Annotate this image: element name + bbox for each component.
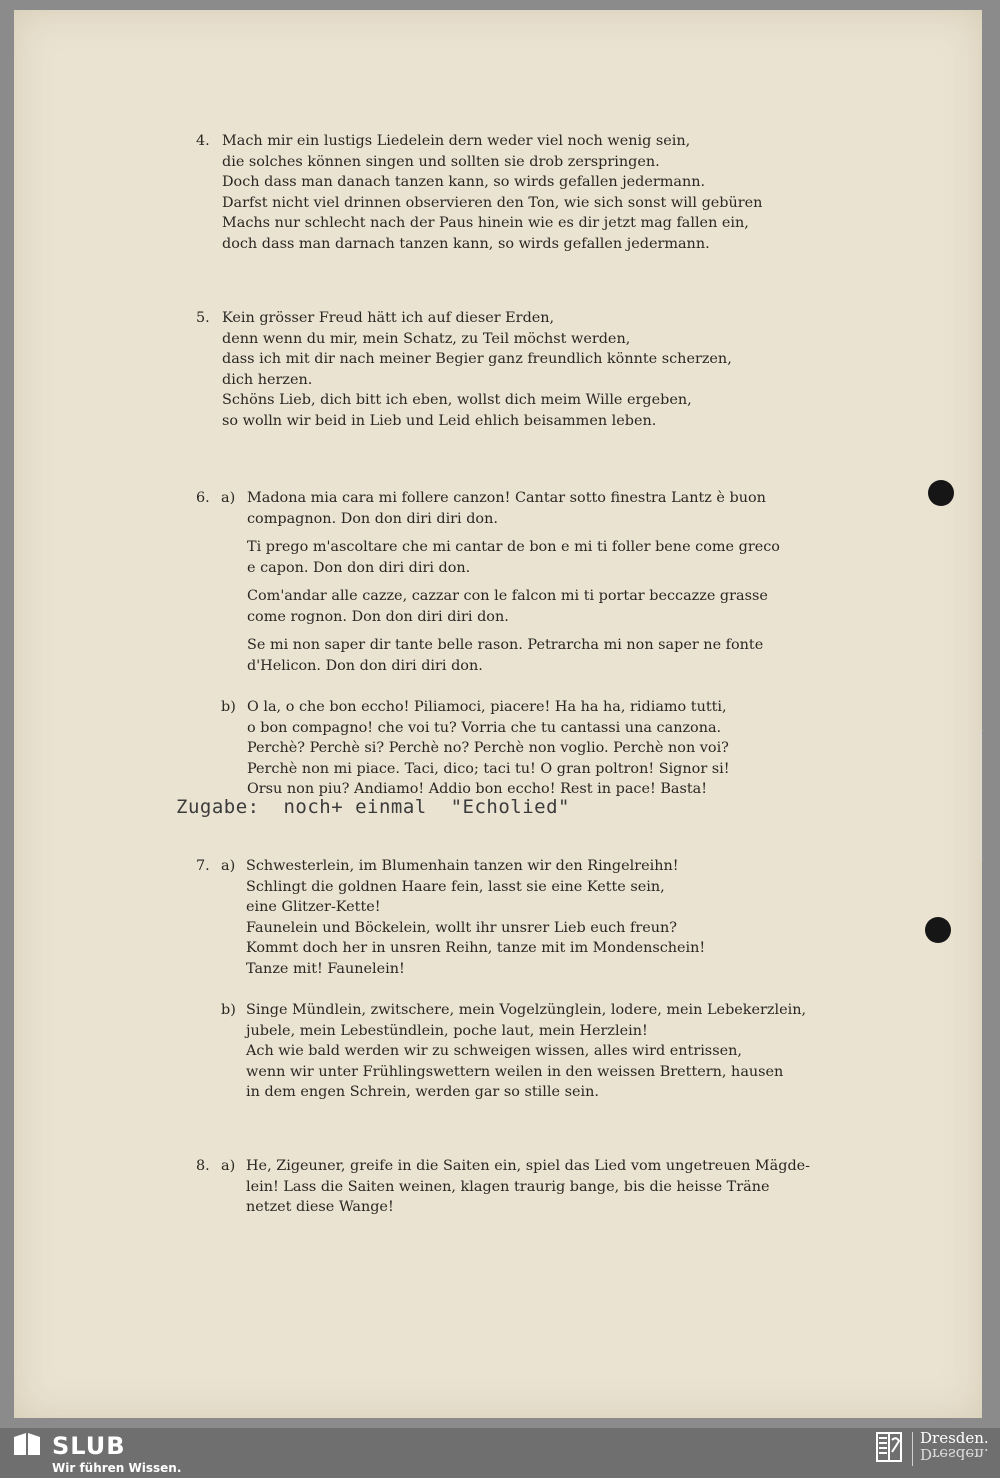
- dresden-logo-text[interactable]: [920, 1430, 989, 1462]
- lyric-line: dass ich mit dir nach meiner Begier ganz freundlich könnte scherzen,: [222, 351, 732, 367]
- lyric-line: Machs nur schlecht nach der Paus hinein wie es dir jetzt mag fallen ein,: [222, 215, 749, 231]
- lyric-line: d'Helicon. Don don diri diri don.: [247, 657, 483, 674]
- lyric-line: Schöns Lieb, dich bitt ich eben, wollst dich meim Wille ergeben,: [222, 392, 692, 408]
- lyric-line: Perchè? Perchè si? Perchè no? Perchè non voglio. Perchè non voi?: [247, 740, 729, 756]
- item-number: 4.: [196, 133, 210, 149]
- item5-lyrics: [222, 308, 732, 431]
- item7a-lyrics: [246, 856, 705, 979]
- dresden-crest-icon: [876, 1432, 902, 1462]
- item7b-lyrics: [246, 1000, 806, 1103]
- lyric-line: come rognon. Don don diri diri don.: [247, 608, 509, 625]
- dresden-text: Dresden.: [920, 1429, 989, 1447]
- sub-label: a): [221, 1158, 236, 1174]
- encore-stamp: Zugabe: noch+ einmal "Echolied": [176, 796, 570, 818]
- lyric-line: Com'andar alle cazze, cazzar con le falcon mi ti portar beccazze grasse: [247, 588, 768, 604]
- lyric-line: o bon compagno! che voi tu? Vorria che tu cantassi una canzona.: [247, 719, 722, 736]
- item6a-stanza: [247, 488, 766, 529]
- item-number: 8.: [196, 1158, 210, 1174]
- lyric-line: so wolln wir beid in Lieb und Leid ehlich beisammen leben.: [222, 412, 657, 429]
- lyric-line: Darfst nicht viel drinnen observieren den Ton, wie sich sonst will gebüren: [222, 194, 763, 211]
- lyric-line: die solches können singen und sollten sie drob zerspringen.: [222, 153, 660, 170]
- lyric-line: Schwesterlein, im Blumenhain tanzen wir den Ringelreihn!: [246, 858, 679, 874]
- lyric-line: He, Zigeuner, greife in die Saiten ein, spiel das Lied vom ungetreuen Mägde-: [246, 1158, 811, 1174]
- lyric-line: Orsu non piu? Andiamo! Addio bon eccho! Rest in pace! Basta!: [247, 781, 708, 797]
- item-number: 7.: [196, 858, 210, 874]
- dresden-text-reflection: Dresden.: [920, 1445, 989, 1463]
- lyric-line: dich herzen.: [222, 371, 313, 388]
- item6a-stanza: [247, 586, 768, 627]
- lyric-line: Se mi non saper dir tante belle rason. Petrarcha mi non saper ne fonte: [247, 637, 764, 653]
- lyric-line: Madona mia cara mi follere canzon! Cantar sotto finestra Lantz è buon: [247, 490, 766, 506]
- lyric-line: Perchè non mi piace. Taci, dico; taci tu! O gran poltron! Signor si!: [247, 760, 730, 777]
- sub-label: b): [221, 1002, 236, 1018]
- item6b-lyrics: [247, 697, 730, 800]
- punch-hole: [925, 917, 951, 943]
- lyric-line: Mach mir ein lustigs Liedelein dern weder viel noch wenig sein,: [222, 133, 691, 149]
- lyric-line: doch dass man darnach tanzen kann, so wirds gefallen jedermann.: [222, 235, 710, 252]
- sub-label: a): [221, 858, 236, 874]
- lyric-line: netzet diese Wange!: [246, 1199, 394, 1215]
- paper-edge-mark: [980, 730, 987, 860]
- item-number: 5.: [196, 310, 210, 326]
- item-number: 6.: [196, 490, 210, 506]
- lyric-line: lein! Lass die Saiten weinen, klagen traurig bange, bis die heisse Träne: [246, 1178, 770, 1195]
- item4-lyrics: [222, 131, 762, 254]
- item6a-stanza: [247, 635, 763, 676]
- lyric-line: Ti prego m'ascoltare che mi cantar de bon e mi ti foller bene come greco: [247, 539, 780, 555]
- lyric-line: e capon. Don don diri diri don.: [247, 559, 471, 576]
- lyric-line: wenn wir unter Frühlingswettern weilen in den weissen Brettern, hausen: [246, 1063, 784, 1080]
- punch-hole: [928, 480, 954, 506]
- lyric-line: in dem engen Schrein, werden gar so stille sein.: [246, 1084, 599, 1100]
- slub-tagline: Wir führen Wissen.: [52, 1461, 182, 1475]
- lyric-line: Singe Mündlein, zwitschere, mein Vogelzünglein, lodere, mein Lebekerzlein,: [246, 1002, 807, 1018]
- lyric-line: Kein grösser Freud hätt ich auf dieser Erden,: [222, 310, 555, 326]
- footer-bar: [0, 1428, 1000, 1478]
- sub-label: a): [221, 490, 236, 506]
- footer-divider: [912, 1432, 913, 1466]
- slub-logo-icon: [12, 1431, 42, 1457]
- item8a-lyrics: [246, 1156, 810, 1218]
- lyric-line: Kommt doch her in unsren Reihn, tanze mit im Mondenschein!: [246, 940, 706, 956]
- lyric-line: Schlingt die goldnen Haare fein, lasst sie eine Kette sein,: [246, 878, 665, 895]
- lyric-line: denn wenn du mir, mein Schatz, zu Teil möchst werden,: [222, 330, 631, 347]
- lyric-line: jubele, mein Lebestündlein, poche laut, mein Herzlein!: [246, 1022, 648, 1039]
- lyric-line: Tanze mit! Faunelein!: [246, 960, 405, 977]
- lyric-line: eine Glitzer-Kette!: [246, 899, 381, 915]
- slub-logo-text[interactable]: SLUB: [52, 1432, 126, 1460]
- lyric-line: Ach wie bald werden wir zu schweigen wissen, alles wird entrissen,: [246, 1043, 742, 1059]
- sub-label: b): [221, 699, 236, 715]
- lyric-line: compagnon. Don don diri diri don.: [247, 510, 498, 527]
- lyric-line: O la, o che bon eccho! Piliamoci, piacere! Ha ha ha, ridiamo tutti,: [247, 699, 727, 715]
- lyric-line: Doch dass man danach tanzen kann, so wirds gefallen jedermann.: [222, 174, 706, 190]
- item6a-stanza: [247, 537, 780, 578]
- lyric-line: Faunelein und Böckelein, wollt ihr unsrer Lieb euch freun?: [246, 919, 677, 936]
